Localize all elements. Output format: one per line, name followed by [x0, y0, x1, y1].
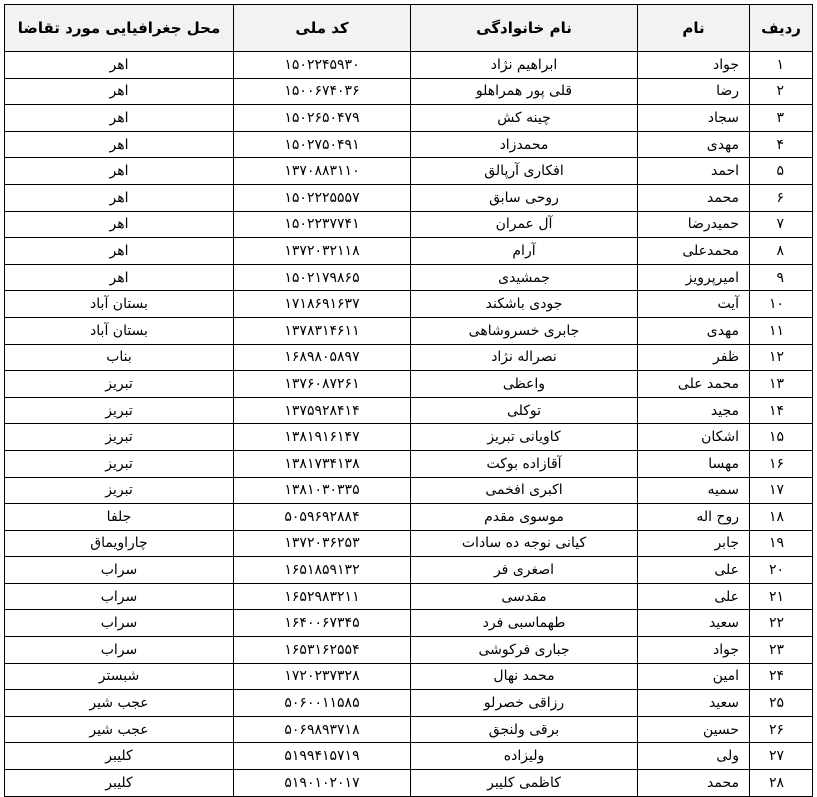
- national-code-cell: ۱۳۷۲۰۳۲۱۱۸: [234, 238, 411, 265]
- table-row: [5, 743, 813, 770]
- national-code-cell: ۱۵۰۲۲۴۵۹۳۰: [234, 52, 411, 79]
- first-name-cell: ولی: [638, 743, 750, 770]
- row-number-cell: ۷: [750, 211, 813, 238]
- table-row: [5, 105, 813, 132]
- last-name-cell: نصراله نژاد: [411, 344, 638, 371]
- first-name-cell: علی: [638, 583, 750, 610]
- table-row: [5, 690, 813, 717]
- location-cell: تبریز: [5, 477, 234, 504]
- table-row: [5, 716, 813, 743]
- location-cell: تبریز: [5, 397, 234, 424]
- table-row: [5, 52, 813, 79]
- row-number-cell: ۱۵: [750, 424, 813, 451]
- table-row: [5, 317, 813, 344]
- national-code-cell: ۱۳۸۱۷۳۴۱۳۸: [234, 450, 411, 477]
- row-number-cell: ۹: [750, 264, 813, 291]
- national-code-cell: ۱۵۰۲۲۲۵۵۵۷: [234, 184, 411, 211]
- national-code-cell: ۱۶۵۳۱۶۲۵۵۴: [234, 637, 411, 664]
- row-number-cell: ۱۸: [750, 504, 813, 531]
- last-name-cell: افکاری آرپالق: [411, 158, 638, 185]
- table-row: [5, 397, 813, 424]
- first-name-cell: محمد علی: [638, 371, 750, 398]
- first-name-cell: جواد: [638, 637, 750, 664]
- row-number-cell: ۱۲: [750, 344, 813, 371]
- last-name-cell: جودی باشکند: [411, 291, 638, 318]
- table-row: [5, 557, 813, 584]
- row-number-cell: ۲۷: [750, 743, 813, 770]
- location-cell: تبریز: [5, 371, 234, 398]
- national-code-cell: ۱۳۷۵۹۲۸۴۱۴: [234, 397, 411, 424]
- last-name-cell: آرام: [411, 238, 638, 265]
- location-cell: بناب: [5, 344, 234, 371]
- table-row: [5, 78, 813, 105]
- first-name-cell: جابر: [638, 530, 750, 557]
- table-row: [5, 477, 813, 504]
- national-code-cell: ۵۱۹۰۱۰۲۰۱۷: [234, 770, 411, 797]
- first-name-cell: مجید: [638, 397, 750, 424]
- header-name: نام: [638, 5, 750, 52]
- last-name-cell: محمد نهال: [411, 663, 638, 690]
- row-number-cell: ۳: [750, 105, 813, 132]
- row-number-cell: ۶: [750, 184, 813, 211]
- table-row: [5, 424, 813, 451]
- location-cell: تبریز: [5, 424, 234, 451]
- row-number-cell: ۲۰: [750, 557, 813, 584]
- last-name-cell: مقدسی: [411, 583, 638, 610]
- location-cell: کلیبر: [5, 770, 234, 797]
- location-cell: اهر: [5, 264, 234, 291]
- location-cell: اهر: [5, 105, 234, 132]
- table-row: [5, 344, 813, 371]
- first-name-cell: روح اله: [638, 504, 750, 531]
- location-cell: اهر: [5, 52, 234, 79]
- first-name-cell: حمیدرضا: [638, 211, 750, 238]
- row-number-cell: ۱۰: [750, 291, 813, 318]
- national-code-cell: ۱۷۱۸۶۹۱۶۳۷: [234, 291, 411, 318]
- row-number-cell: ۱۱: [750, 317, 813, 344]
- last-name-cell: برقی ولنجق: [411, 716, 638, 743]
- location-cell: سراب: [5, 610, 234, 637]
- table-row: [5, 371, 813, 398]
- row-number-cell: ۱۶: [750, 450, 813, 477]
- first-name-cell: آیت: [638, 291, 750, 318]
- applicants-table: [4, 4, 813, 797]
- location-cell: سراب: [5, 637, 234, 664]
- first-name-cell: رضا: [638, 78, 750, 105]
- national-code-cell: ۱۳۷۶۰۸۷۲۶۱: [234, 371, 411, 398]
- last-name-cell: کاظمی کلیبر: [411, 770, 638, 797]
- national-code-cell: ۵۱۹۹۴۱۵۷۱۹: [234, 743, 411, 770]
- last-name-cell: واعظی: [411, 371, 638, 398]
- first-name-cell: امین: [638, 663, 750, 690]
- last-name-cell: ولیزاده: [411, 743, 638, 770]
- location-cell: اهر: [5, 184, 234, 211]
- national-code-cell: ۱۳۷۲۰۳۶۲۵۳: [234, 530, 411, 557]
- location-cell: بستان آباد: [5, 291, 234, 318]
- row-number-cell: ۱: [750, 52, 813, 79]
- table-row: [5, 450, 813, 477]
- last-name-cell: رزاقی خصرلو: [411, 690, 638, 717]
- row-number-cell: ۱۷: [750, 477, 813, 504]
- first-name-cell: ظفر: [638, 344, 750, 371]
- row-number-cell: ۱۹: [750, 530, 813, 557]
- table-row: [5, 184, 813, 211]
- national-code-cell: ۵۰۶۰۰۱۱۵۸۵: [234, 690, 411, 717]
- table-row: [5, 637, 813, 664]
- national-code-cell: ۱۵۰۲۶۵۰۴۷۹: [234, 105, 411, 132]
- location-cell: سراب: [5, 557, 234, 584]
- last-name-cell: ابراهیم نژاد: [411, 52, 638, 79]
- location-cell: سراب: [5, 583, 234, 610]
- national-code-cell: ۱۵۰۲۱۷۹۸۶۵: [234, 264, 411, 291]
- row-number-cell: ۲۶: [750, 716, 813, 743]
- last-name-cell: آل عمران: [411, 211, 638, 238]
- first-name-cell: محمد: [638, 184, 750, 211]
- row-number-cell: ۲: [750, 78, 813, 105]
- last-name-cell: جابری خسروشاهی: [411, 317, 638, 344]
- first-name-cell: مهسا: [638, 450, 750, 477]
- last-name-cell: قلی پور همراهلو: [411, 78, 638, 105]
- row-number-cell: ۲۲: [750, 610, 813, 637]
- header-row: [5, 5, 813, 52]
- national-code-cell: ۵۰۶۹۸۹۳۷۱۸: [234, 716, 411, 743]
- first-name-cell: محمد: [638, 770, 750, 797]
- location-cell: شبستر: [5, 663, 234, 690]
- last-name-cell: کیانی نوجه ده سادات: [411, 530, 638, 557]
- first-name-cell: جواد: [638, 52, 750, 79]
- first-name-cell: سعید: [638, 690, 750, 717]
- location-cell: اهر: [5, 158, 234, 185]
- table-row: [5, 663, 813, 690]
- national-code-cell: ۱۳۸۱۰۳۰۳۳۵: [234, 477, 411, 504]
- table-body: [5, 52, 813, 797]
- header-radif: ردیف: [750, 5, 813, 52]
- row-number-cell: ۱۴: [750, 397, 813, 424]
- location-cell: کلیبر: [5, 743, 234, 770]
- location-cell: عجب شیر: [5, 690, 234, 717]
- table-row: [5, 610, 813, 637]
- row-number-cell: ۲۳: [750, 637, 813, 664]
- national-code-cell: ۱۵۰۲۷۵۰۴۹۱: [234, 131, 411, 158]
- last-name-cell: توکلی: [411, 397, 638, 424]
- row-number-cell: ۲۸: [750, 770, 813, 797]
- national-code-cell: ۱۶۸۹۸۰۵۸۹۷: [234, 344, 411, 371]
- first-name-cell: محمدعلی: [638, 238, 750, 265]
- last-name-cell: طهماسبی فرد: [411, 610, 638, 637]
- first-name-cell: اشکان: [638, 424, 750, 451]
- first-name-cell: علی: [638, 557, 750, 584]
- location-cell: تبریز: [5, 450, 234, 477]
- first-name-cell: امیرپرویز: [638, 264, 750, 291]
- national-code-cell: ۱۳۸۱۹۱۶۱۴۷: [234, 424, 411, 451]
- first-name-cell: احمد: [638, 158, 750, 185]
- last-name-cell: موسوی مقدم: [411, 504, 638, 531]
- first-name-cell: سمیه: [638, 477, 750, 504]
- national-code-cell: ۱۳۷۸۳۱۴۶۱۱: [234, 317, 411, 344]
- national-code-cell: ۱۵۰۲۲۳۷۷۴۱: [234, 211, 411, 238]
- location-cell: اهر: [5, 238, 234, 265]
- first-name-cell: مهدی: [638, 317, 750, 344]
- first-name-cell: حسین: [638, 716, 750, 743]
- header-family: نام خانوادگی: [411, 5, 638, 52]
- national-code-cell: ۱۵۰۰۶۷۴۰۳۶: [234, 78, 411, 105]
- table-row: [5, 264, 813, 291]
- last-name-cell: محمدزاد: [411, 131, 638, 158]
- row-number-cell: ۵: [750, 158, 813, 185]
- national-code-cell: ۱۶۵۱۸۵۹۱۳۲: [234, 557, 411, 584]
- last-name-cell: اکبری افخمی: [411, 477, 638, 504]
- location-cell: عجب شیر: [5, 716, 234, 743]
- table-row: [5, 770, 813, 797]
- last-name-cell: روحی سابق: [411, 184, 638, 211]
- location-cell: اهر: [5, 78, 234, 105]
- location-cell: جلفا: [5, 504, 234, 531]
- national-code-cell: ۵۰۵۹۶۹۲۸۸۴: [234, 504, 411, 531]
- national-code-cell: ۱۳۷۰۸۸۳۱۱۰: [234, 158, 411, 185]
- row-number-cell: ۲۱: [750, 583, 813, 610]
- row-number-cell: ۴: [750, 131, 813, 158]
- first-name-cell: مهدی: [638, 131, 750, 158]
- header-national-code: کد ملی: [234, 5, 411, 52]
- location-cell: بستان آباد: [5, 317, 234, 344]
- table-row: [5, 530, 813, 557]
- first-name-cell: سعید: [638, 610, 750, 637]
- table-row: [5, 238, 813, 265]
- last-name-cell: اصغری فر: [411, 557, 638, 584]
- last-name-cell: جمشیدی: [411, 264, 638, 291]
- location-cell: اهر: [5, 131, 234, 158]
- table-row: [5, 504, 813, 531]
- row-number-cell: ۲۴: [750, 663, 813, 690]
- location-cell: چاراویماق: [5, 530, 234, 557]
- national-code-cell: ۱۷۲۰۲۳۷۳۲۸: [234, 663, 411, 690]
- last-name-cell: آقازاده بوکت: [411, 450, 638, 477]
- last-name-cell: جباری فرکوشی: [411, 637, 638, 664]
- table-row: [5, 158, 813, 185]
- header-location: محل جغرافیایی مورد تقاضا: [5, 5, 234, 52]
- row-number-cell: ۲۵: [750, 690, 813, 717]
- location-cell: اهر: [5, 211, 234, 238]
- first-name-cell: سجاد: [638, 105, 750, 132]
- row-number-cell: ۱۳: [750, 371, 813, 398]
- table-row: [5, 131, 813, 158]
- table-row: [5, 211, 813, 238]
- table-row: [5, 291, 813, 318]
- row-number-cell: ۸: [750, 238, 813, 265]
- national-code-cell: ۱۶۴۰۰۶۷۳۴۵: [234, 610, 411, 637]
- table-row: [5, 583, 813, 610]
- last-name-cell: چینه کش: [411, 105, 638, 132]
- national-code-cell: ۱۶۵۲۹۸۳۲۱۱: [234, 583, 411, 610]
- last-name-cell: کاویانی تبریز: [411, 424, 638, 451]
